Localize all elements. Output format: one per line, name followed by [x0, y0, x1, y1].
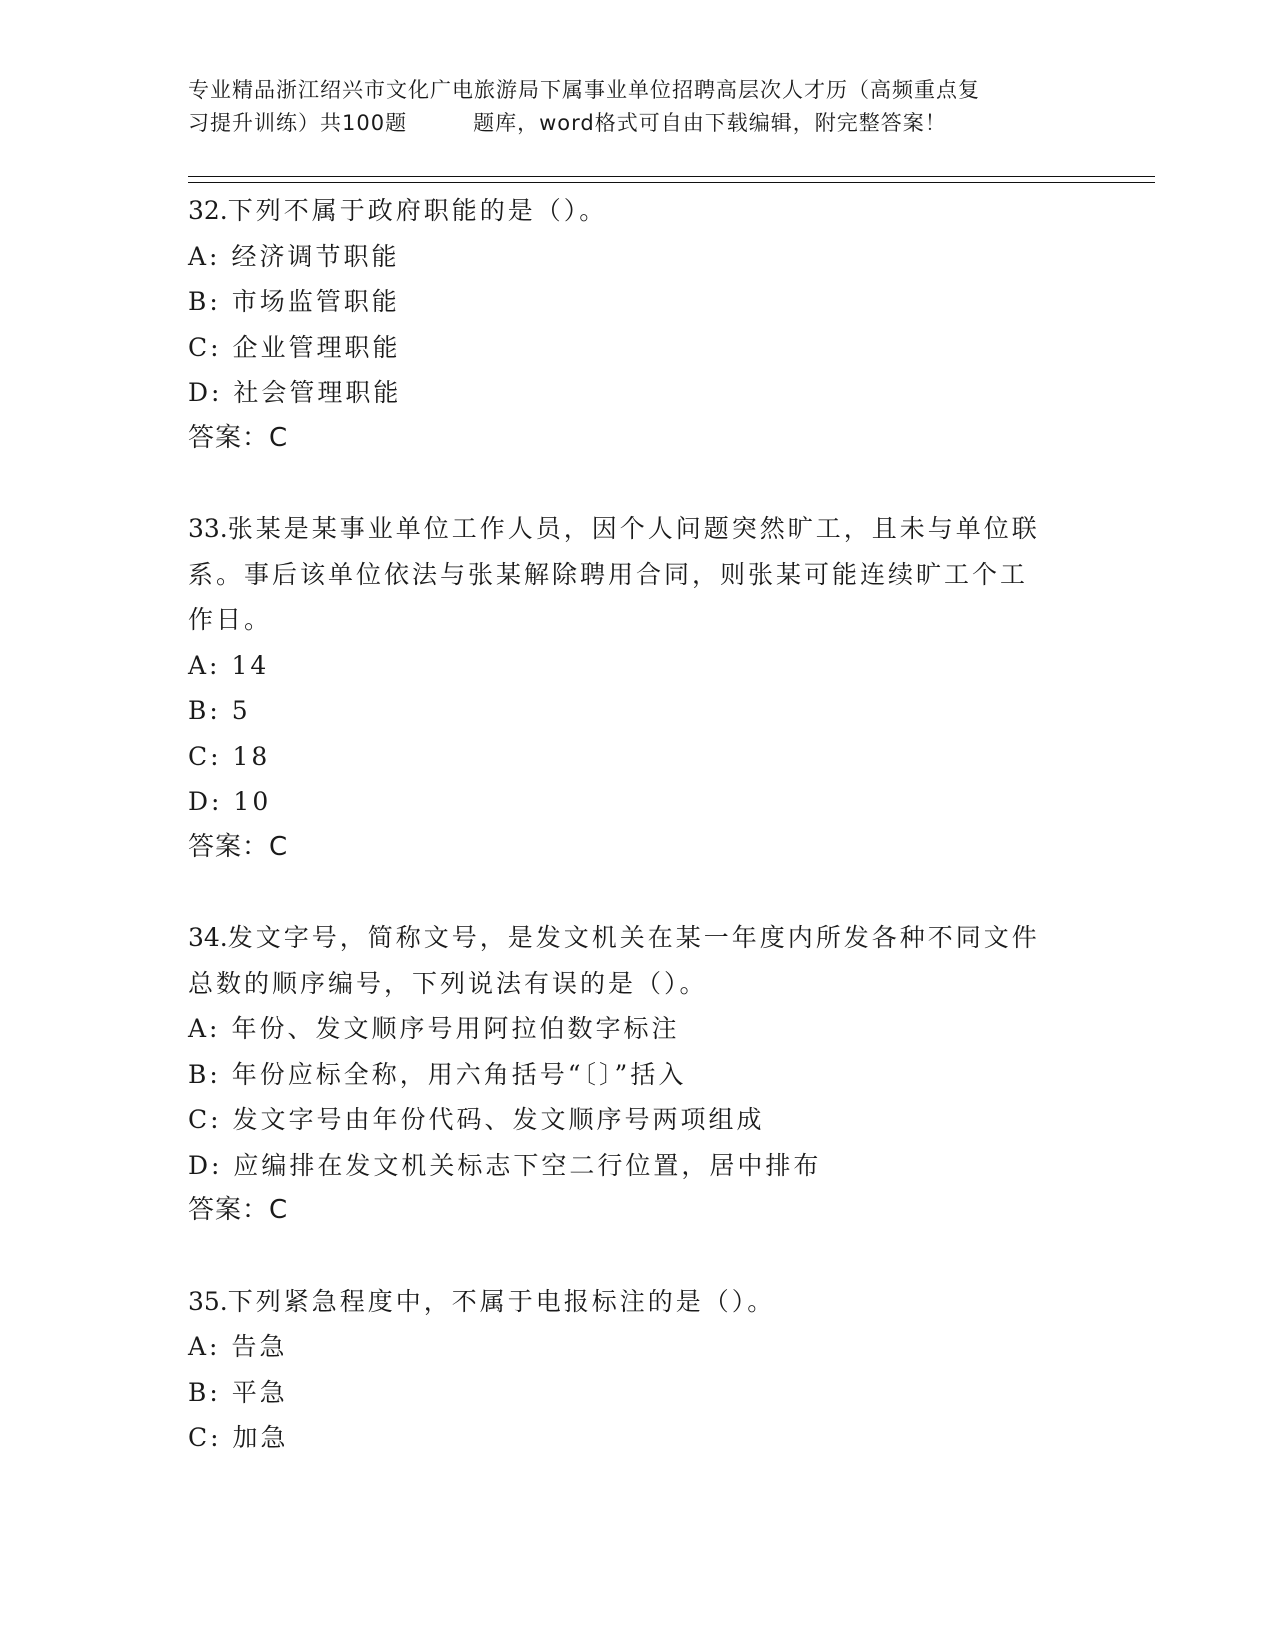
question-stem-line-2: 总数的顺序编号，下列说法有误的是（）。	[188, 968, 708, 998]
option-text: 18	[232, 741, 271, 771]
question-stem-line-1: 发文字号，简称文号，是发文机关在某一年度内所发各种不同文件	[227, 923, 1040, 952]
option-text: 发文字号由年份代码、发文顺序号两项组成	[232, 1105, 765, 1134]
option-text: 告急	[231, 1332, 288, 1361]
header-line-2: 习提升训练）共100题 题库，word格式可自由下载编辑，附完整答案！	[188, 111, 947, 135]
option-a	[188, 1006, 1088, 1052]
option-label: B:	[188, 1377, 221, 1407]
header-line-1: 专业精品浙江绍兴市文化广电旅游局下属事业单位招聘高层次人才历（高频重点复	[188, 78, 980, 102]
question-number: 35.	[188, 1286, 228, 1316]
option-label: A:	[188, 241, 221, 271]
option-text: 应编排在发文机关标志下空二行位置，居中排布	[233, 1150, 822, 1180]
option-a	[188, 643, 1088, 689]
option-text: 企业管理职能	[232, 332, 401, 362]
answer: 答案：C	[188, 1195, 289, 1225]
option-c	[188, 325, 1088, 371]
option-b	[188, 688, 1088, 734]
option-b	[188, 1370, 1088, 1416]
question-stem-line-1: 张某是某事业单位工作人员，因个人问题突然旷工，且未与单位联	[227, 514, 1040, 543]
option-label: C:	[188, 1423, 222, 1452]
option-label: A:	[188, 1332, 221, 1361]
option-text: 经济调节职能	[231, 241, 400, 271]
option-c	[188, 1415, 1088, 1461]
option-label: B:	[188, 287, 221, 316]
answer: 答案：C	[188, 831, 289, 862]
option-label: A:	[188, 1014, 221, 1043]
option-label: C:	[188, 1105, 222, 1134]
option-label: A:	[188, 650, 221, 680]
question-35	[188, 1279, 1088, 1461]
option-d	[188, 370, 1088, 416]
option-text: 年份应标全称，用六角括号“〔〕”括入	[231, 1059, 687, 1089]
option-label: B:	[188, 696, 221, 725]
question-list	[188, 188, 1088, 1461]
option-label: C:	[188, 332, 222, 362]
option-text: 年份、发文顺序号用阿拉伯数字标注	[231, 1014, 680, 1043]
answer: 答案：C	[188, 422, 289, 453]
header-divider-top	[188, 176, 1155, 177]
question-text	[188, 915, 1088, 961]
question-stem: 下列不属于政府职能的是（）。	[227, 196, 608, 225]
question-number: 33.	[188, 514, 228, 543]
option-text: 10	[233, 787, 272, 816]
option-label: B:	[188, 1059, 221, 1089]
option-d	[188, 779, 1088, 825]
option-c	[188, 1097, 1088, 1143]
question-stem: 下列紧急程度中，不属于电报标注的是（）。	[227, 1286, 776, 1316]
option-a	[188, 234, 1088, 280]
option-text: 平急	[231, 1377, 288, 1407]
question-stem-line-2: 系。事后该单位依法与张某解除聘用合同，则张某可能连续旷工个工	[188, 559, 1029, 589]
question-33	[188, 506, 1088, 870]
option-text: 5	[231, 696, 251, 725]
question-32	[188, 188, 1088, 461]
question-34	[188, 915, 1088, 1234]
question-number: 32.	[188, 196, 228, 225]
page-header	[188, 74, 1088, 140]
question-stem-line-3: 作日。	[188, 605, 273, 634]
question-text	[188, 506, 1088, 552]
option-d	[188, 1143, 1088, 1189]
option-label: C:	[188, 741, 222, 771]
option-text: 社会管理职能	[233, 378, 402, 407]
header-divider-bottom	[188, 182, 1155, 183]
option-label: D:	[188, 1150, 223, 1180]
option-text: 市场监管职能	[231, 287, 400, 316]
option-label: D:	[188, 787, 223, 816]
option-c	[188, 734, 1088, 780]
question-number: 34.	[188, 923, 228, 952]
option-a	[188, 1324, 1088, 1370]
option-text: 加急	[232, 1423, 289, 1452]
option-b	[188, 1052, 1088, 1098]
question-text	[188, 188, 1088, 234]
option-label: D:	[188, 378, 223, 407]
question-text	[188, 1279, 1088, 1325]
option-b	[188, 279, 1088, 325]
option-text: 14	[231, 650, 270, 680]
